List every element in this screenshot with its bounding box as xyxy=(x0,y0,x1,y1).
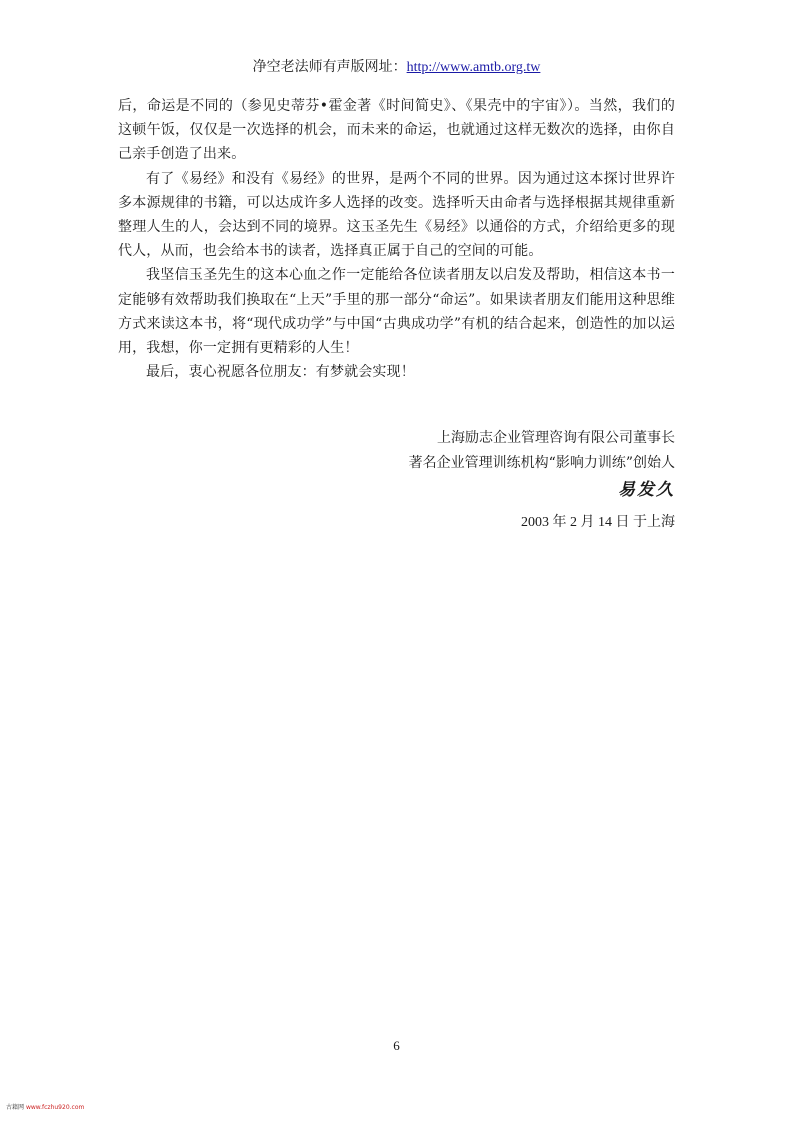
page-number: 6 xyxy=(393,1038,400,1053)
signature-title: 著名企业管理训练机构“影响力训练”创始人 xyxy=(408,455,675,471)
paragraph: 我坚信玉圣先生的这本心血之作一定能给各位读者朋友以启发及帮助，相信这本书一定能够有效帮助我们换取在“上天”手里的那一部分“命运”。如果读者朋友们能用这种思维方式来读这本书，将“现代成功学”与中国“古典成功学”有机的结合起来，创造性的加以运用，我想，你一定拥有更精彩的人生！ xyxy=(118,267,675,357)
footer-site-name: 古籍网 xyxy=(6,1104,25,1111)
paragraph: 有了《易经》和没有《易经》的世界，是两个不同的世界。因为通过这本探讨世界许多本源规律的书籍，可以达成许多人选择的改变。选择听天由命者与选择根据其规律重新整理人生的人，会达到不同的境界。这玉圣先生《易经》以通俗的方式，介绍给更多的现代人，从而，也会给本书的读者，选择真正属于自己的空间的可能。 xyxy=(118,170,675,260)
footer-url: www.fczhu920.com xyxy=(25,1104,85,1111)
page-header xyxy=(0,57,793,78)
signature-name: 易发久 xyxy=(618,480,675,500)
signature-date: 2003 年 2 月 14 日 于上海 xyxy=(521,515,675,530)
header-url-link[interactable]: http://www.amtb.org.tw xyxy=(406,60,541,75)
signature-company: 上海励志企业管理咨询有限公司董事长 xyxy=(437,430,675,446)
footer-watermark xyxy=(6,1102,84,1111)
paragraph-continuation: 后，命运是不同的（参见史蒂芬•霍金著《时间简史》、《果壳中的宇宙》）。当然，我们的这顿午饭，仅仅是一次选择的机会，而未来的命运，也就通过这样无数次的选择，由你自己亲手创造了出来。 xyxy=(118,98,675,163)
paragraph: 最后，衷心祝愿各位朋友：有梦就会实现！ xyxy=(146,364,415,381)
header-label: 净空老法师有声版网址： xyxy=(252,59,407,75)
body-text xyxy=(118,94,675,384)
